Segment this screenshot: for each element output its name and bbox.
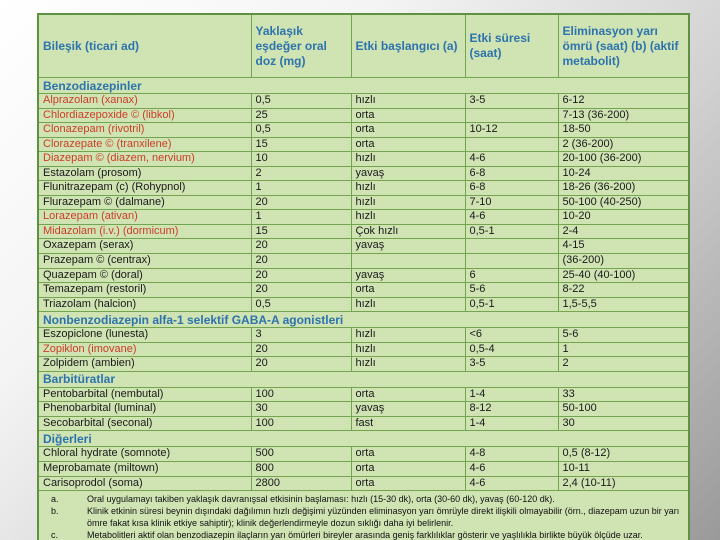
duration-value: 4-6 [465, 210, 558, 225]
table-row [38, 152, 689, 167]
footnote-label: b. [51, 506, 59, 517]
onset-value: orta [351, 387, 465, 402]
drug-name: Alprazolam (xanax) [38, 94, 251, 109]
section-title: Nonbenzodiazepin alfa-1 selektif GABA-A agonistleri [38, 312, 689, 328]
duration-value: 0,5-4 [465, 342, 558, 357]
drug-name: Clonazepam (rivotril) [38, 123, 251, 138]
column-header-half-life: Eliminasyon yarı ömrü (saat) (b) (aktif metabolit) [558, 14, 689, 78]
onset-value: orta [351, 447, 465, 462]
table-row [38, 224, 689, 239]
half-life-value: 2-4 [558, 224, 689, 239]
footnote-label: c. [51, 530, 59, 540]
section-header-row [38, 312, 689, 328]
table-row [38, 462, 689, 477]
table-row [38, 166, 689, 181]
duration-value: 1-4 [465, 387, 558, 402]
duration-value: 0,5-1 [465, 224, 558, 239]
duration-value: 4-6 [465, 152, 558, 167]
onset-value: orta [351, 283, 465, 298]
half-life-value: 33 [558, 387, 689, 402]
dose-value: 2800 [251, 476, 351, 491]
onset-value: hızlı [351, 181, 465, 196]
duration-value [465, 108, 558, 123]
dose-value: 10 [251, 152, 351, 167]
dose-value: 20 [251, 342, 351, 357]
duration-value: 3-5 [465, 94, 558, 109]
onset-value: orta [351, 123, 465, 138]
footnote-text: Klinik etkinin süresi beynin dışındaki dağılımın hızlı değişimi yüzünden eliminasyon yarı ömrüyle direkt ilişkili olmayabilir (örn., diazepam uzun bir yarı ömre fakat kısa klinik etkiye sahiptir); klinik değerlendirmeyle dozun sıklığı daha iyi belirlenir. [87, 506, 680, 529]
half-life-value: 10-24 [558, 166, 689, 181]
drug-name: Diazepam © (diazem, nervium) [38, 152, 251, 167]
footnote [43, 529, 684, 540]
half-life-value: 1,5-5,5 [558, 297, 689, 312]
table-row [38, 123, 689, 138]
table-row [38, 94, 689, 109]
duration-value: <6 [465, 328, 558, 343]
dose-value: 800 [251, 462, 351, 477]
table-row [38, 254, 689, 269]
dose-value: 20 [251, 283, 351, 298]
onset-value: orta [351, 462, 465, 477]
drug-name: Chlordiazepoxide © (libkol) [38, 108, 251, 123]
table-row [38, 387, 689, 402]
duration-value: 10-12 [465, 123, 558, 138]
section-title: Benzodiazepinler [38, 78, 689, 94]
duration-value: 6 [465, 268, 558, 283]
dose-value: 0,5 [251, 297, 351, 312]
footnote [43, 505, 684, 529]
section-title: Diğerleri [38, 431, 689, 447]
table-row [38, 342, 689, 357]
onset-value: fast [351, 416, 465, 431]
duration-value: 6-8 [465, 181, 558, 196]
half-life-value: 2,4 (10-11) [558, 476, 689, 491]
half-life-value: 50-100 [558, 402, 689, 417]
footnote-text: Oral uygulamayı takiben yaklaşık davranışsal etkisinin başlaması: hızlı (15-30 dk), orta (30-60 dk), yavaş (60-120 dk). [87, 494, 555, 505]
drug-name: Lorazepam (ativan) [38, 210, 251, 225]
dose-value: 2 [251, 166, 351, 181]
dose-value: 3 [251, 328, 351, 343]
dose-value: 100 [251, 416, 351, 431]
duration-value [465, 254, 558, 269]
dose-value: 15 [251, 137, 351, 152]
column-header-compound: Bileşik (ticari ad) [38, 14, 251, 78]
half-life-value: 2 (36-200) [558, 137, 689, 152]
table-row [38, 268, 689, 283]
onset-value [351, 254, 465, 269]
dose-value: 1 [251, 181, 351, 196]
onset-value: yavaş [351, 166, 465, 181]
half-life-value: 20-100 (36-200) [558, 152, 689, 167]
onset-value: hızlı [351, 328, 465, 343]
dose-value: 20 [251, 254, 351, 269]
half-life-value: 2 [558, 357, 689, 372]
drug-name: Zopiklon (imovane) [38, 342, 251, 357]
half-life-value: 8-22 [558, 283, 689, 298]
dose-value: 25 [251, 108, 351, 123]
section-header-row [38, 371, 689, 387]
half-life-value: 0,5 (8-12) [558, 447, 689, 462]
half-life-value: 10-11 [558, 462, 689, 477]
duration-value: 1-4 [465, 416, 558, 431]
drug-name: Prazepam © (centrax) [38, 254, 251, 269]
drug-name: Clorazepate © (tranxilene) [38, 137, 251, 152]
table-row [38, 210, 689, 225]
half-life-value: 18-50 [558, 123, 689, 138]
drug-name: Triazolam (halcion) [38, 297, 251, 312]
drug-name: Chloral hydrate (somnote) [38, 447, 251, 462]
dose-value: 30 [251, 402, 351, 417]
half-life-value: 4-15 [558, 239, 689, 254]
table-row [38, 181, 689, 196]
dose-value: 500 [251, 447, 351, 462]
dose-value: 1 [251, 210, 351, 225]
footnotes-cell [38, 491, 689, 540]
column-header-onset: Etki başlangıcı (a) [351, 14, 465, 78]
section-header-row [38, 78, 689, 94]
drug-name: Flunitrazepam (c) (Rohypnol) [38, 181, 251, 196]
duration-value: 4-8 [465, 447, 558, 462]
drug-name: Estazolam (prosom) [38, 166, 251, 181]
drug-name: Pentobarbital (nembutal) [38, 387, 251, 402]
onset-value: hızlı [351, 195, 465, 210]
onset-value: yavaş [351, 268, 465, 283]
half-life-value: 10-20 [558, 210, 689, 225]
table-row [38, 357, 689, 372]
drug-name: Carisoprodol (soma) [38, 476, 251, 491]
onset-value: hızlı [351, 342, 465, 357]
drug-name: Eszopiclone (lunesta) [38, 328, 251, 343]
dose-value: 20 [251, 239, 351, 254]
table-row [38, 476, 689, 491]
duration-value: 4-6 [465, 462, 558, 477]
duration-value: 4-6 [465, 476, 558, 491]
onset-value: hızlı [351, 94, 465, 109]
dose-value: 15 [251, 224, 351, 239]
duration-value: 3-5 [465, 357, 558, 372]
onset-value: hızlı [351, 357, 465, 372]
dose-value: 20 [251, 268, 351, 283]
table-row [38, 239, 689, 254]
section-title: Barbitüratlar [38, 371, 689, 387]
table-row [38, 137, 689, 152]
onset-value: orta [351, 108, 465, 123]
duration-value: 0,5-1 [465, 297, 558, 312]
onset-value: orta [351, 137, 465, 152]
onset-value: hızlı [351, 152, 465, 167]
table-row [38, 328, 689, 343]
onset-value: yavaş [351, 402, 465, 417]
duration-value [465, 137, 558, 152]
table-row [38, 416, 689, 431]
half-life-value: 6-12 [558, 94, 689, 109]
table-row [38, 108, 689, 123]
half-life-value: 50-100 (40-250) [558, 195, 689, 210]
half-life-value: 18-26 (36-200) [558, 181, 689, 196]
dose-value: 20 [251, 357, 351, 372]
half-life-value: (36-200) [558, 254, 689, 269]
duration-value [465, 239, 558, 254]
footnote-text: Metabolitleri aktif olan benzodiazepin ilaçların yarı ömürleri bireyler arasında geniş farklılıklar gösterir ve yaşlılıkla birlikte büyük ölçüde uzar. [87, 530, 643, 540]
table-row [38, 297, 689, 312]
table-row [38, 447, 689, 462]
table-row [38, 402, 689, 417]
onset-value: hızlı [351, 297, 465, 312]
drug-name: Quazepam © (doral) [38, 268, 251, 283]
drug-name: Flurazepam © (dalmane) [38, 195, 251, 210]
drug-name: Midazolam (i.v.) (dormicum) [38, 224, 251, 239]
dose-value: 100 [251, 387, 351, 402]
footnotes-row [38, 491, 689, 540]
dose-value: 0,5 [251, 94, 351, 109]
drug-name: Zolpidem (ambien) [38, 357, 251, 372]
drug-name: Oxazepam (serax) [38, 239, 251, 254]
onset-value: hızlı [351, 210, 465, 225]
table-row [38, 283, 689, 298]
onset-value: Çok hızlı [351, 224, 465, 239]
section-header-row [38, 431, 689, 447]
duration-value: 6-8 [465, 166, 558, 181]
half-life-value: 25-40 (40-100) [558, 268, 689, 283]
drug-name: Phenobarbital (luminal) [38, 402, 251, 417]
onset-value: orta [351, 476, 465, 491]
duration-value: 7-10 [465, 195, 558, 210]
sedative-hypnotics-table [37, 13, 690, 540]
duration-value: 8-12 [465, 402, 558, 417]
dose-value: 0,5 [251, 123, 351, 138]
drug-name: Secobarbital (seconal) [38, 416, 251, 431]
column-header-duration: Etki süresi (saat) [465, 14, 558, 78]
table-row [38, 195, 689, 210]
footnote-label: a. [51, 494, 59, 505]
half-life-value: 5-6 [558, 328, 689, 343]
footnote [43, 493, 684, 505]
header-row [38, 14, 689, 78]
duration-value: 5-6 [465, 283, 558, 298]
half-life-value: 30 [558, 416, 689, 431]
onset-value: yavaş [351, 239, 465, 254]
half-life-value: 1 [558, 342, 689, 357]
drug-name: Meprobamate (miltown) [38, 462, 251, 477]
half-life-value: 7-13 (36-200) [558, 108, 689, 123]
column-header-dose: Yaklaşık eşdeğer oral doz (mg) [251, 14, 351, 78]
dose-value: 20 [251, 195, 351, 210]
drug-name: Temazepam (restoril) [38, 283, 251, 298]
